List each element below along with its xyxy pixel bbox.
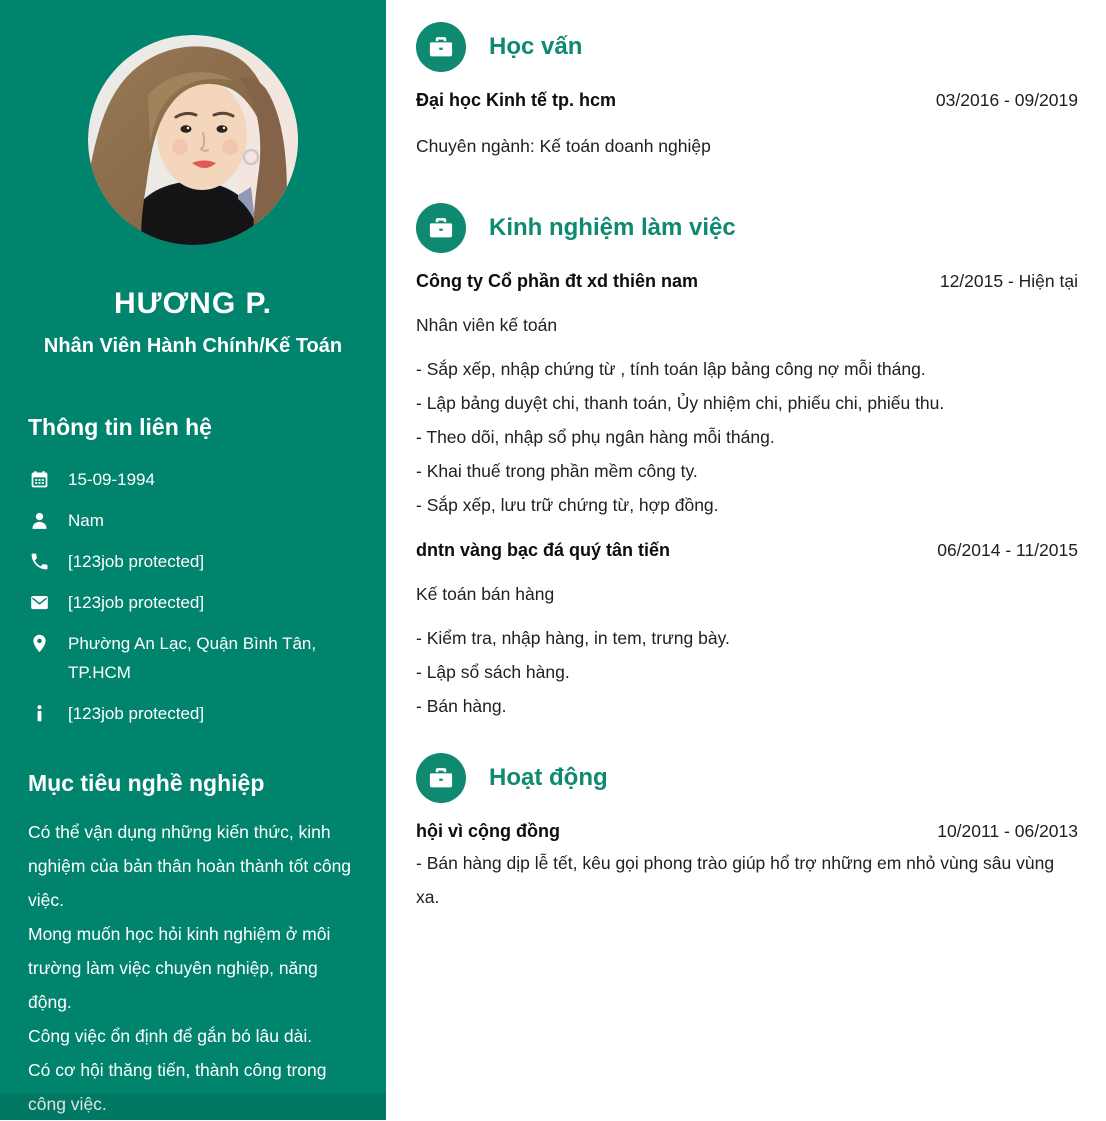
candidate-name: HƯƠNG P. xyxy=(114,287,272,320)
contact-text: [123job protected] xyxy=(68,704,205,723)
activity-entry xyxy=(416,821,1078,914)
section-header xyxy=(416,203,1078,253)
section-title: Học vấn xyxy=(489,33,583,60)
section-header xyxy=(416,753,1078,803)
briefcase-icon xyxy=(416,22,466,72)
sidebar xyxy=(0,0,386,1120)
contact-text: 15-09-1994 xyxy=(68,470,155,489)
job-duties xyxy=(416,352,1078,522)
job-duties xyxy=(416,621,1078,723)
mail-icon xyxy=(28,588,50,617)
section-education xyxy=(416,22,1078,163)
contact-text: [123job protected] xyxy=(68,593,205,612)
entry-period: 03/2016 - 09/2019 xyxy=(935,90,1078,110)
objective-paragraph: Mong muốn học hỏi kinh nghiệm ở môi trường làm việc chuyên nghiệp, năng động. xyxy=(28,924,331,1012)
entry-period: 06/2014 - 11/2015 xyxy=(937,540,1078,560)
bullet-line: - Khai thuế trong phần mềm công ty. xyxy=(416,461,698,481)
objective-paragraph: Công việc ổn định để gắn bó lâu dài. xyxy=(28,1026,313,1046)
bullet-line: - Bán hàng. xyxy=(416,696,507,716)
main-content xyxy=(386,0,1106,1120)
education-detail: Chuyên ngành: Kế toán doanh nghiệp xyxy=(416,136,711,156)
section-title: Kinh nghiệm làm việc xyxy=(489,214,736,241)
objective-section-heading: Mục tiêu nghề nghiệp xyxy=(28,770,265,796)
contact-item-gender xyxy=(28,506,358,535)
objective-text xyxy=(28,815,358,1121)
job-role: Kế toán bán hàng xyxy=(416,584,555,604)
contact-item-address xyxy=(28,629,358,687)
contact-item-phone xyxy=(28,547,358,576)
sidebar-footer-band xyxy=(0,1093,386,1120)
calendar-icon xyxy=(28,465,50,494)
bullet-line: - Lập sổ sách hàng. xyxy=(416,662,570,682)
objective-paragraph: Có cơ hội thăng tiến, thành công trong công việc. xyxy=(28,1060,327,1114)
school-name: Đại học Kinh tế tp. hcm xyxy=(416,90,617,110)
experience-entry xyxy=(416,271,1078,522)
contact-item-email xyxy=(28,588,358,617)
contact-list xyxy=(28,465,358,728)
contact-text: Nam xyxy=(68,511,104,530)
bullet-line: - Sắp xếp, nhập chứng từ , tính toán lập bảng công nợ mỗi tháng. xyxy=(416,359,926,379)
education-entry xyxy=(416,90,1078,163)
location-icon xyxy=(28,629,50,687)
bullet-line: - Lập bảng duyệt chi, thanh toán, Ủy nhiệm chi, phiếu chi, phiếu thu. xyxy=(416,393,945,413)
entry-header-row xyxy=(416,271,1078,292)
entry-header-row xyxy=(416,540,1078,561)
bullet-line: - Sắp xếp, lưu trữ chứng từ, hợp đồng. xyxy=(416,495,719,515)
avatar-portrait-illustration xyxy=(88,35,298,245)
section-title: Hoạt động xyxy=(489,764,608,791)
entry-header-row xyxy=(416,821,1078,842)
company-name: dntn vàng bạc đá quý tân tiến xyxy=(416,540,671,560)
entry-period: 12/2015 - Hiện tại xyxy=(939,271,1078,291)
section-header xyxy=(416,22,1078,72)
contact-text: Phường An Lạc, Quận Bình Tân, TP.HCM xyxy=(68,634,317,682)
experience-entry xyxy=(416,540,1078,723)
info-icon xyxy=(28,699,50,728)
contact-item-birthdate xyxy=(28,465,358,494)
bullet-line: - Kiểm tra, nhập hàng, in tem, trưng bày. xyxy=(416,628,730,648)
contact-item-other xyxy=(28,699,358,728)
contact-text: [123job protected] xyxy=(68,552,205,571)
briefcase-icon xyxy=(416,203,466,253)
bullet-line: - Theo dõi, nhập sổ phụ ngân hàng mỗi tháng. xyxy=(416,427,775,447)
entry-period: 10/2011 - 06/2013 xyxy=(937,821,1078,841)
candidate-job-title: Nhân Viên Hành Chính/Kế Toán xyxy=(43,335,343,357)
briefcase-icon xyxy=(416,753,466,803)
activity-details xyxy=(416,846,1078,914)
objective-paragraph: Có thể vận dụng những kiến thức, kinh nghiệm của bản thân hoàn thành tốt công việc. xyxy=(28,822,352,910)
activity-name: hội vì cộng đồng xyxy=(416,821,560,841)
contact-section-heading: Thông tin liên hệ xyxy=(28,414,212,440)
job-role: Nhân viên kế toán xyxy=(416,315,558,335)
company-name: Công ty Cổ phần đt xd thiên nam xyxy=(416,271,698,291)
entry-header-row xyxy=(416,90,1078,111)
bullet-line: - Bán hàng dịp lễ tết, kêu gọi phong trào giúp hổ trợ những em nhỏ vùng sâu vùng xa. xyxy=(416,853,1055,907)
avatar xyxy=(88,35,298,245)
section-activities xyxy=(416,753,1078,914)
section-experience xyxy=(416,203,1078,723)
phone-icon xyxy=(28,547,50,576)
person-icon xyxy=(28,506,50,535)
